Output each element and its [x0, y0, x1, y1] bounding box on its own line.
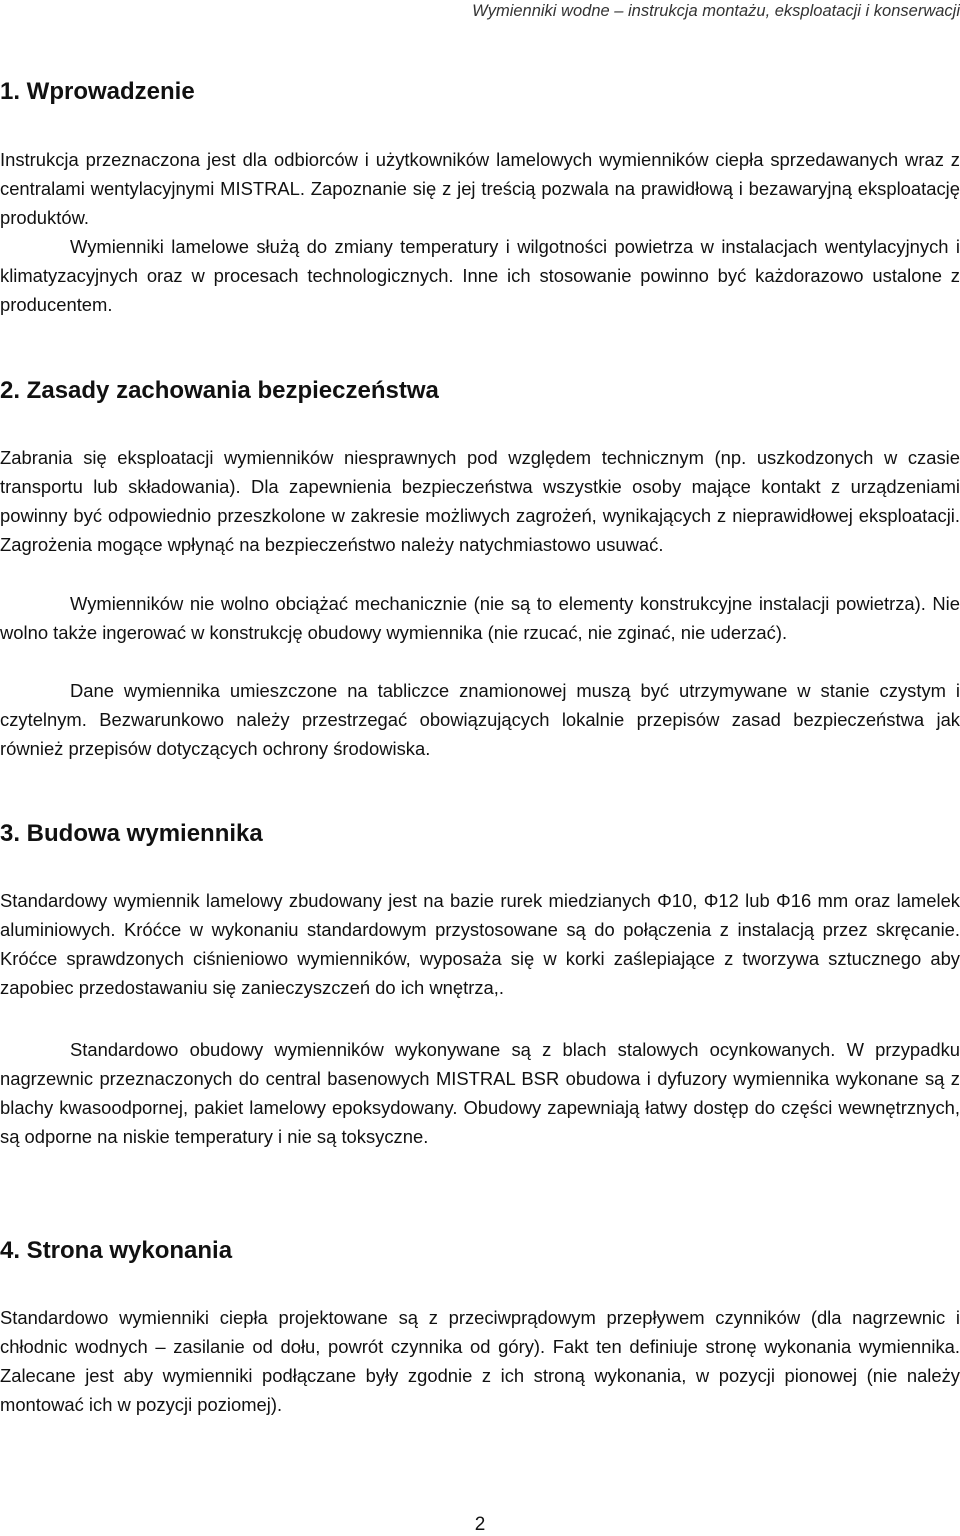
- section-1-heading: 1. Wprowadzenie: [0, 78, 195, 105]
- section-1-paragraph-2: [0, 232, 960, 319]
- section-4-paragraph-1: Standardowo wymienniki ciepła projektowane są z przeciwprądowym przepływem czynników (dla nagrzewnic i chłodnic wodnych – zasilanie od dołu, powrót czynnika od góry). Fakt ten definiuje stronę wykonania wymiennika. Zalecane jest aby wymienniki podłączane były zgodnie z ich stroną wykonania, w pozycji pionowej (nie należy montować ich w pozycji poziomej).: [0, 1307, 960, 1415]
- section-3-heading: 3. Budowa wymiennika: [0, 820, 263, 847]
- section-2-paragraph-3: [0, 676, 960, 763]
- section-4-heading: 4. Strona wykonania: [0, 1237, 233, 1264]
- section-3-paragraph-2: [0, 1035, 960, 1151]
- section-2-paragraph-3-text: Dane wymiennika umieszczone na tabliczce znamionowej muszą być utrzymywane w stanie czystym i czytelnym. Bezwarunkowo należy przestrzegać obowiązujących lokalnie przepisów zasad bezpieczeństwa jak również przepisów dotyczących ochrony środowiska.: [0, 680, 960, 759]
- running-header: Wymienniki wodne – instrukcja montażu, eksploatacji i konserwacji: [472, 2, 960, 20]
- section-2-paragraph-2-text: Wymienników nie wolno obciążać mechanicznie (nie są to elementy konstrukcyjne instalacji powietrza). Nie wolno także ingerować w konstrukcję obudowy wymiennika (nie rzucać, nie zginać, nie uderzać).: [0, 593, 960, 643]
- section-1-paragraph-2-text: Wymienniki lamelowe służą do zmiany temperatury i wilgotności powietrza w instalacjach wentylacyjnych i klimatyzacyjnych oraz w procesach technologicznych. Inne ich stosowanie powinno być każdorazowo ustalone z producentem.: [0, 236, 960, 315]
- section-2-paragraph-1: Zabrania się eksploatacji wymienników niesprawnych pod względem technicznym (np. uszkodzonych w czasie transportu lub składowania). Dla zapewnienia bezpieczeństwa wszystkie osoby mające kontakt z urządzeniami powinny być odpowiednio przeszkolone w zakresie możliwych zagrożeń, wynikających z nieprawidłowej eksploatacji. Zagrożenia mogące wpłynąć na bezpieczeństwo należy natychmiastowo usuwać.: [0, 447, 960, 555]
- section-2-heading: 2. Zasady zachowania bezpieczeństwa: [0, 377, 439, 404]
- section-1-paragraph-1: Instrukcja przeznaczona jest dla odbiorców i użytkowników lamelowych wymienników ciepła sprzedawanych wraz z centralami wentylacyjnymi MISTRAL. Zapoznanie się z jej treścią pozwala na prawidłową i bezawaryjną eksploatację produktów.: [0, 149, 960, 228]
- section-2-paragraph-2: [0, 589, 960, 647]
- section-3-paragraph-1: Standardowy wymiennik lamelowy zbudowany jest na bazie rurek miedzianych Φ10, Φ12 lub Φ16 mm oraz lamelek aluminiowych. Króćce w wykonaniu standardowym przystosowane są do połączenia z instalacją przez skręcanie. Króćce sprawdzonych ciśnieniowo wymienników, wyposaża się w korki zaślepiające z tworzywa sztucznego aby zapobiec przedostawaniu się zanieczyszczeń do ich wnętrza,.: [0, 890, 960, 998]
- section-3-paragraph-2-text: Standardowo obudowy wymienników wykonywane są z blach stalowych ocynkowanych. W przypadku nagrzewnic przeznaczonych do central basenowych MISTRAL BSR obudowa i dyfuzory wymiennika wykonane są z blachy kwasoodpornej, pakiet lamelowy epoksydowany. Obudowy zapewniają łatwy dostęp do części wewnętrznych, są odporne na niskie temperatury i nie są toksyczne.: [0, 1039, 960, 1147]
- page-number: 2: [474, 1514, 486, 1535]
